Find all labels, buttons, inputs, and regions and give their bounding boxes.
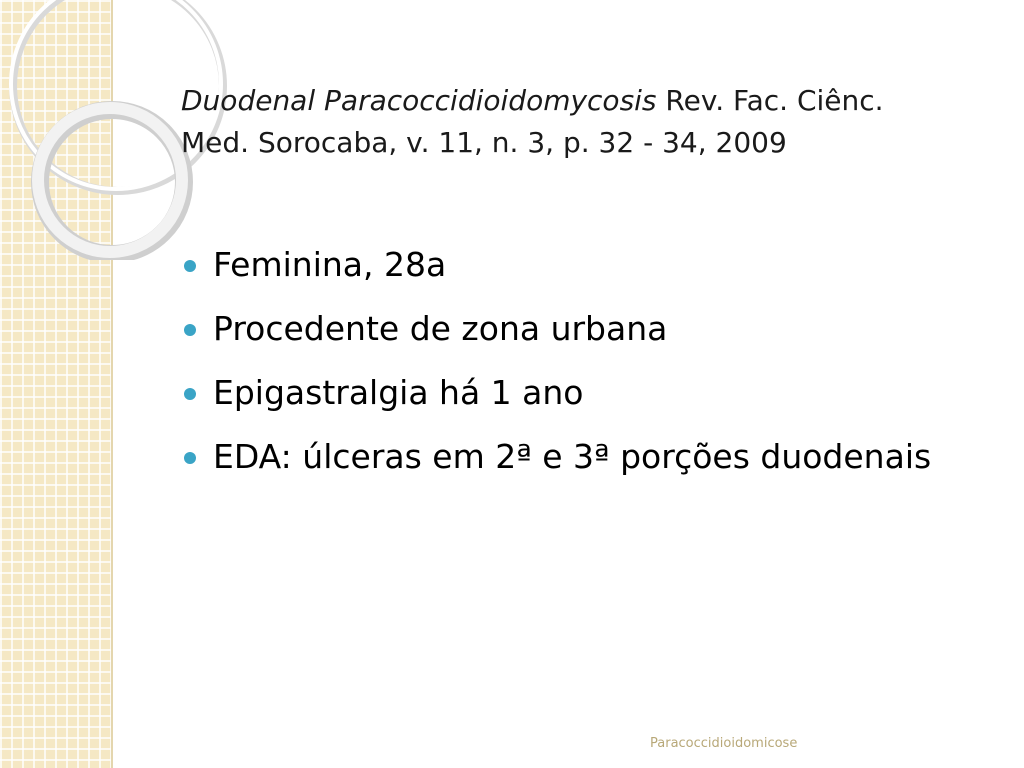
slide-footer: Paracoccidioidomicose — [650, 736, 798, 751]
list-item — [213, 432, 933, 481]
title-journal: Rev. Fac. Ciênc. — [656, 84, 884, 117]
bullet-list — [213, 240, 933, 496]
bullet-text: Feminina, 28a — [213, 245, 447, 284]
bullet-text: Epigastralgia há 1 ano — [213, 373, 584, 412]
bullet-dot-icon — [184, 388, 196, 400]
title-article-name: Duodenal Paracoccidioidomycosis — [181, 84, 657, 117]
bullet-dot-icon — [184, 452, 196, 464]
list-item — [213, 240, 933, 289]
bullet-text: EDA: úlceras em 2ª e 3ª porções duodenais — [213, 437, 932, 476]
bullet-text: Procedente de zona urbana — [213, 309, 668, 348]
bullet-dot-icon — [184, 260, 196, 272]
title-citation: Med. Sorocaba, v. 11, n. 3, p. 32 - 34, 2009 — [181, 126, 787, 159]
slide-title — [181, 80, 981, 164]
bullet-dot-icon — [184, 324, 196, 336]
list-item — [213, 368, 933, 417]
list-item — [213, 304, 933, 353]
